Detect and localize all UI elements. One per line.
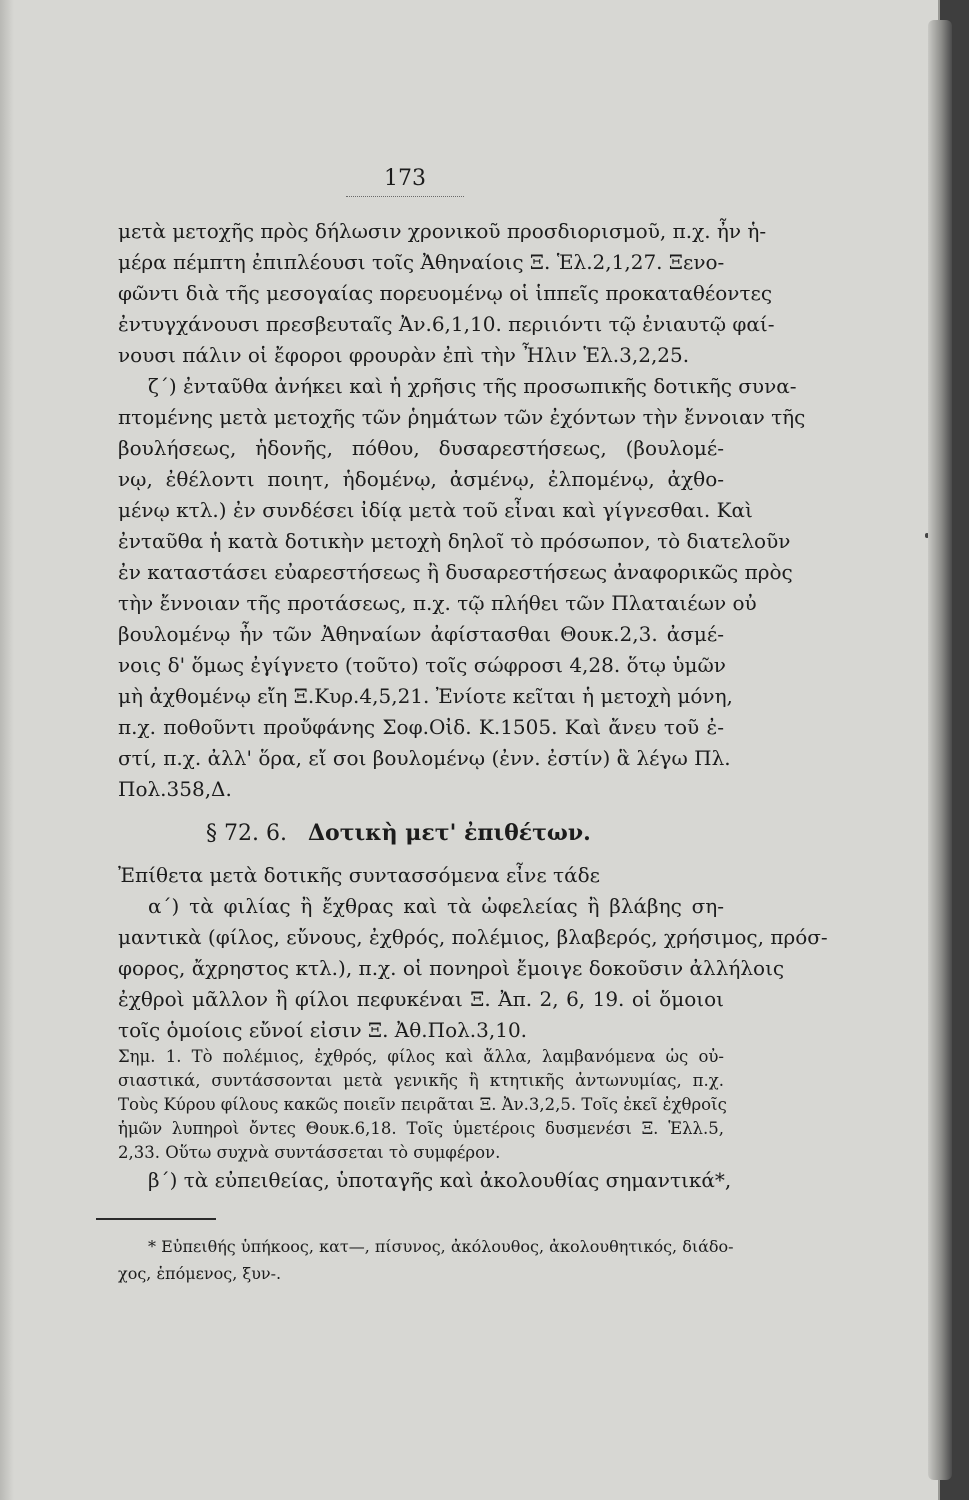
text-line: ἐχθροὶ μᾶλλον ἢ φίλοι πεφυκέναι Ξ. Ἀπ. 2, 6, 19. οἱ ὅμοιοι [118, 987, 724, 1011]
text-line: βουλομένῳ ἦν τῶν Ἀθηναίων ἀφίστασθαι Θουκ.2,3. ἀσμέ- [118, 622, 724, 646]
section-number: § 72. 6. [206, 821, 287, 846]
text-line: Πολ.358,Δ. [118, 777, 232, 801]
text-line: μέρα πέμπτη ἐπιπλέουσι τοῖς Ἀθηναίοις Ξ. Ἑλ.2,1,27. Ξενο- [118, 250, 725, 274]
text-line: μὴ ἀχθομένῳ εἴη Ξ.Κυρ.4,5,21. Ἐνίοτε κεῖται ἡ μετοχὴ μόνη, [118, 684, 733, 708]
text-line: πτομένης μετὰ μετοχῆς τῶν ῥημάτων τῶν ἐχόντων τὴν ἔννοιαν τῆς [118, 405, 806, 429]
page-number-rule [346, 196, 464, 197]
footnote-rule [96, 1218, 216, 1220]
text-line: π.χ. ποθοῦντι προὔφάνης Σοφ.Οἰδ. Κ.1505. Καὶ ἄνευ τοῦ ἐ- [118, 715, 724, 739]
footnote-line: χος, ἑπόμενος, ξυν-. [118, 1264, 282, 1283]
page-gutter-shadow [0, 0, 14, 1500]
note-line: Σημ. 1. Τὸ πολέμιος, ἐχθρός, φίλος καὶ ἄλλα, λαμβανόμενα ὡς οὐ- [118, 1047, 724, 1066]
paragraph-4 [118, 1165, 732, 1196]
text-line: μαντικὰ (φίλος, εὔνους, ἐχθρός, πολέμιος, βλαβερός, χρήσιμος, πρόσ- [118, 925, 828, 949]
paragraph-3 [118, 860, 828, 1046]
section-heading [206, 818, 726, 849]
text-line: ἐντυγχάνουσι πρεσβευταῖς Ἀν.6,1,10. περιιόντι τῷ ἐνιαυτῷ φαί- [118, 312, 775, 336]
note-line: Τοὺς Κύρου φίλους κακῶς ποιεῖν πειρᾶται Ξ. Ἀν.3,2,5. Τοῖς ἐκεῖ ἐχθροῖς [118, 1095, 727, 1114]
text-line: Ἐπίθετα μετὰ δοτικῆς συντασσόμενα εἶνε τάδε [118, 863, 601, 887]
text-line: ζ΄) ἐνταῦθα ἀνήκει καὶ ἡ χρῆσις τῆς προσωπικῆς δοτικῆς συνα- [148, 374, 797, 398]
text-line: νῳ, ἐθέλοντι ποιητ, ἡδομένῳ, ἀσμένῳ, ἐλπομένῳ, ἀχθο- [118, 467, 724, 491]
text-line: βουλήσεως, ἡδονῆς, πόθου, δυσαρεστήσεως, (βουλομέ- [118, 436, 724, 460]
book-edge [928, 20, 952, 1480]
text-line: φῶντι διὰ τῆς μεσογαίας πορευομένῳ οἱ ἱππεῖς προκαταθέοντες [118, 281, 773, 305]
section-title: Δοτικὴ μετ' ἐπιθέτων. [307, 820, 591, 846]
text-line: ἐν καταστάσει εὐαρεστήσεως ἢ δυσαρεστήσεως ἀναφορικῶς πρὸς [118, 560, 793, 584]
text-line: τὴν ἔννοιαν τῆς προτάσεως, π.χ. τῷ πλήθει τῶν Πλαταιέων οὐ [118, 591, 757, 615]
text-line: μένῳ κτλ.) ἐν συνδέσει ἰδίᾳ μετὰ τοῦ εἶναι καὶ γίγνεσθαι. Καὶ [118, 498, 753, 522]
footnote [118, 1233, 734, 1287]
note-line: 2,33. Οὕτω συχνὰ συντάσσεται τὸ συμφέρον. [118, 1143, 501, 1162]
text-line: μετὰ μετοχῆς πρὸς δήλωσιν χρονικοῦ προσδιορισμοῦ, π.χ. ἦν ἡ- [118, 219, 767, 243]
paragraph-1 [118, 216, 775, 371]
text-line: α΄) τὰ φιλίας ἢ ἔχθρας καὶ τὰ ὠφελείας ἢ βλάβης ση- [148, 894, 724, 918]
note-line: σιαστικά, συντάσσονται μετὰ γενικῆς ἢ κτητικῆς ἀντωνυμίας, π.χ. [118, 1071, 724, 1090]
text-line: φορος, ἄχρηστος κτλ.), π.χ. οἱ πονηροὶ ἔμοιγε δοκοῦσιν ἀλλήλοις [118, 956, 785, 980]
text-line: νουσι πάλιν οἱ ἔφοροι φρουρὰν ἐπὶ τὴν Ἦλιν Ἑλ.3,2,25. [118, 343, 690, 367]
text-line: β΄) τὰ εὐπειθείας, ὑποταγῆς καὶ ἀκολουθίας σημαντικά*, [148, 1168, 732, 1192]
text-line: ἐνταῦθα ἡ κατὰ δοτικὴν μετοχὴ δηλοῖ τὸ πρόσωπον, τὸ διατελοῦν [118, 529, 791, 553]
text-line: τοῖς ὁμοίοις εὔνοί εἰσιν Ξ. Ἀθ.Πολ.3,10. [118, 1018, 528, 1042]
paragraph-2 [118, 371, 806, 805]
page-number: 173 [384, 166, 426, 191]
note-line: ἡμῶν λυπηροὶ ὄντες Θουκ.6,18. Τοῖς ὑμετέροις δυσμενέσι Ξ. Ἑλλ.5, [118, 1119, 724, 1138]
text-line: νοις δ' ὅμως ἐγίγνετο (τοῦτο) τοῖς σώφροσι 4,28. ὅτῳ ὑμῶν [118, 653, 726, 677]
footnote-line: * Εὐπειθής ὑπήκοος, κατ—, πίσυνος, ἀκόλουθος, ἀκολουθητικός, διάδο- [148, 1237, 734, 1256]
note-1 [118, 1045, 727, 1165]
text-line: στί, π.χ. ἀλλ' ὅρα, εἴ σοι βουλομένῳ (ἐνν. ἐστίν) ἃ λέγω Πλ. [118, 746, 731, 770]
